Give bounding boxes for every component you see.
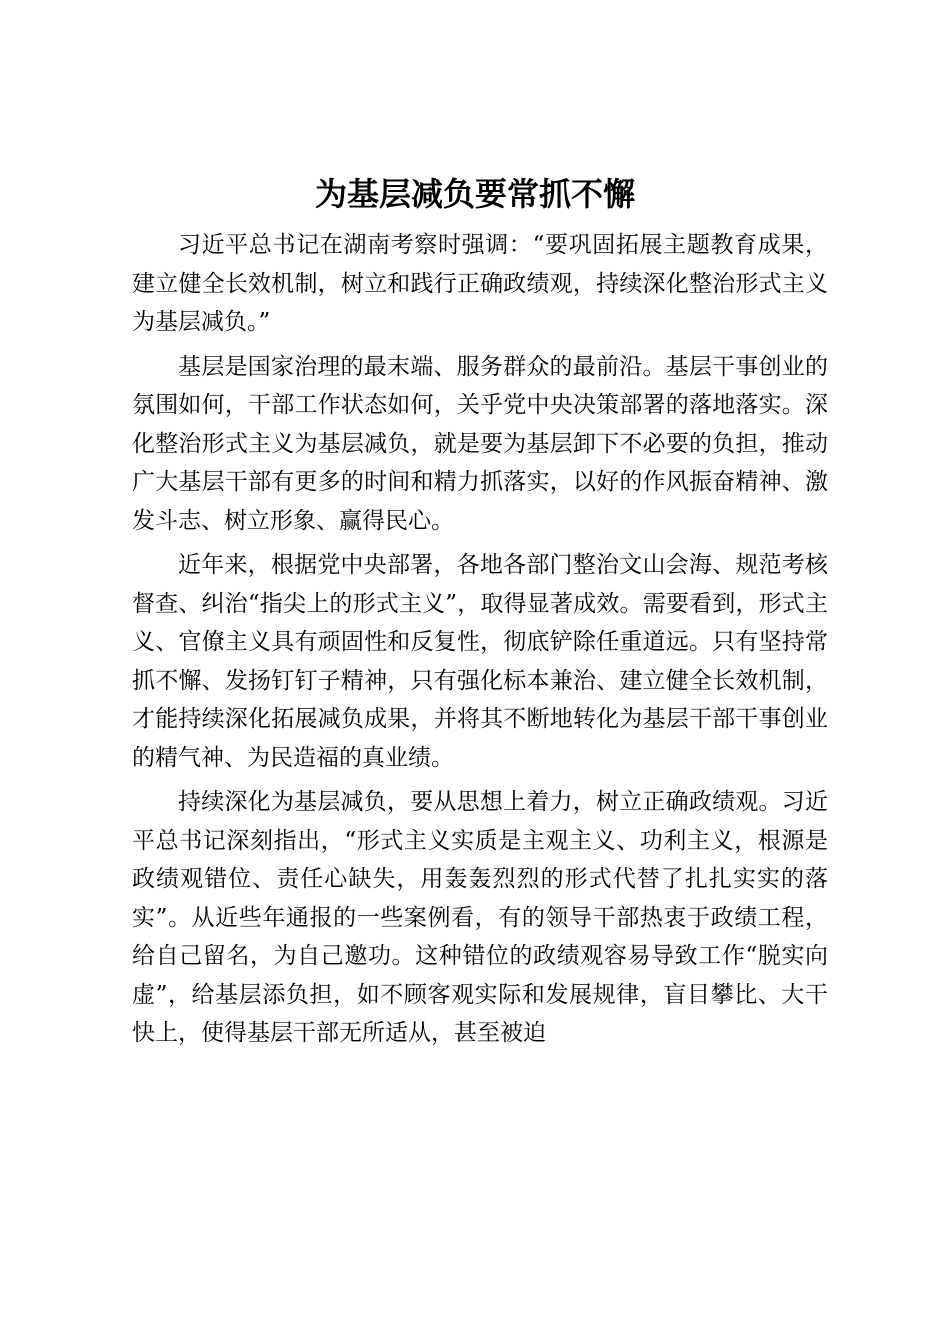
- document-title: 为基层减负要常抓不懈: [314, 175, 635, 213]
- paragraph-1: 习近平总书记在湖南考察时强调：“要巩固拓展主题教育成果，建立健全长效机制，树立和践行正确政绩观，持续深化整治形式主义为基层减负。”: [132, 232, 828, 335]
- paragraph-3: 近年来，根据党中央部署，各地各部门整治文山会海、规范考核督查、纠治“指尖上的形式主义”，取得显著成效。需要看到，形式主义、官僚主义具有顽固性和反复性，彻底铲除任重道远。只有坚持常抓不懈、发扬钉钉子精神，只有强化标本兼治、建立健全长效机制，才能持续深化拓展减负成果，并将其不断地转化为基层干部干事创业的精气神、为民造福的真业绩。: [132, 552, 828, 771]
- document-body: [132, 226, 828, 1059]
- paragraph-2: 基层是国家治理的最末端、服务群众的最前沿。基层干事创业的氛围如何，干部工作状态如何，关乎党中央决策部署的落地落实。深化整治形式主义为基层减负，就是要为基层卸下不必要的负担，推动广大基层干部有更多的时间和精力抓落实，以好的作风振奋精神、激发斗志、树立形象、赢得民心。: [132, 353, 828, 534]
- paragraph-4: 持续深化为基层减负，要从思想上着力，树立正确政绩观。习近平总书记深刻指出，“形式主义实质是主观主义、功利主义，根源是政绩观错位、责任心缺失，用轰轰烈烈的形式代替了扎扎实实的落实”。从近些年通报的一些案例看，有的领导干部热衷于政绩工程，给自己留名，为自己邀功。这种错位的政绩观容易导致工作“脱实向虚”，给基层添负担，如不顾客观实际和发展规律，盲目攀比、大干快上，使得基层干部无所适从，甚至被迫: [132, 789, 828, 1046]
